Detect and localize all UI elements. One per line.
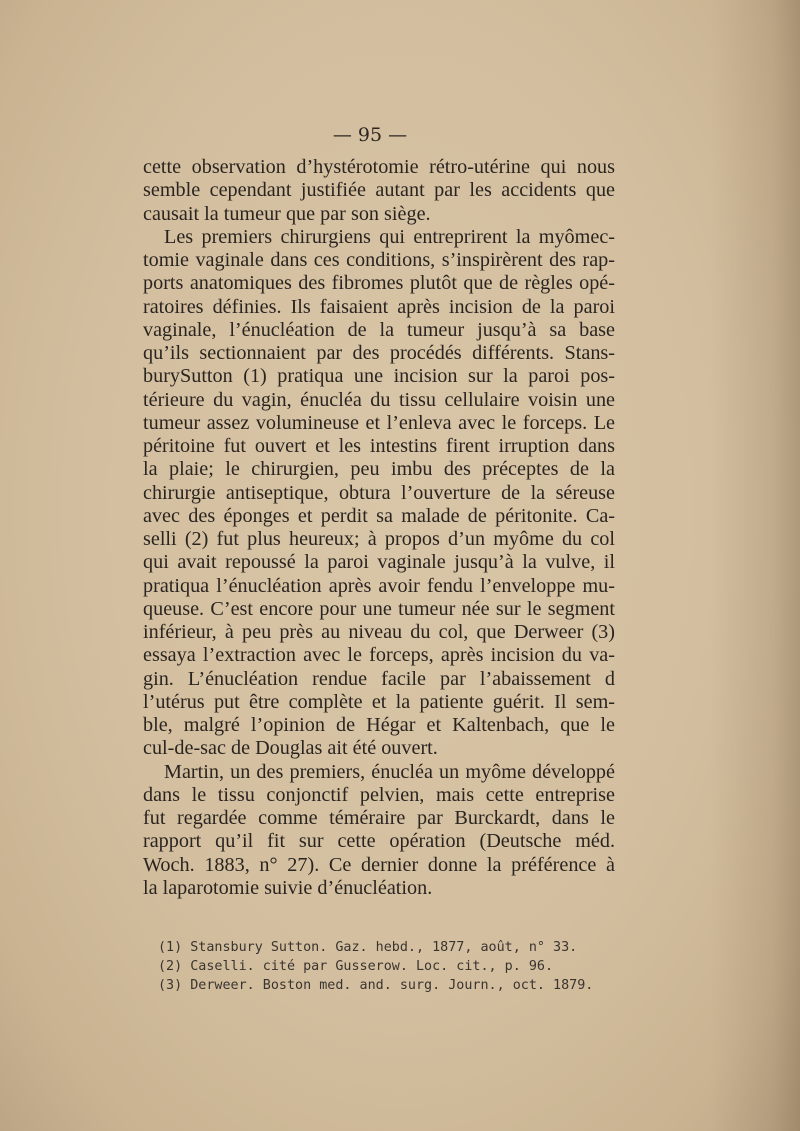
- text-line: Les premiers chirurgiens qui entreprirent la myômec-: [164, 225, 615, 248]
- text-line: tumeur assez volumineuse et l’enleva avec le forceps. Le: [143, 411, 615, 434]
- text-line: qui avait repoussé la paroi vaginale jusqu’à la vulve, il: [143, 551, 615, 574]
- text-line: dans le tissu conjonctif pelvien, mais cette entreprise: [143, 783, 615, 806]
- text-line: ble, malgré l’opinion de Hégar et Kaltenbach, que le: [143, 714, 615, 736]
- paragraph: [143, 761, 615, 901]
- text-line: fut regardée comme téméraire par Burckardt, dans le: [143, 807, 615, 829]
- footnote: (3) Derweer. Boston med. and. surg. Journ., oct. 1879.: [158, 978, 594, 993]
- text-line: ports anatomiques des fibromes plutôt que de règles opé-: [143, 272, 615, 295]
- text-line: gin. L’énucléation rendue facile par l’abaissement d: [143, 667, 615, 690]
- text-line: avec des éponges et perdit sa malade de péritonite. Ca-: [143, 504, 615, 527]
- text-line: rapport qu’il fit sur cette opération (Deutsche méd.: [143, 830, 615, 853]
- text-line: essaya l’extraction avec le forceps, après incision du va-: [143, 644, 615, 667]
- text-line: cul-de-sac de Douglas ait été ouvert.: [143, 737, 438, 760]
- text-line: selli (2) fut plus heureux; à propos d’un myôme du col: [143, 528, 615, 550]
- footnotes: [158, 938, 618, 995]
- text-line: causait la tumeur que par son siège.: [143, 202, 431, 225]
- text-line: qu’ils sectionnaient par des procédés différents. Stans-: [143, 342, 615, 364]
- body-text: [143, 156, 615, 900]
- text-line: vaginale, l’énucléation de la tumeur jusqu’à sa base: [143, 318, 615, 341]
- text-line: queuse. C’est encore pour une tumeur née sur le segment: [143, 597, 615, 620]
- text-line: Martin, un des premiers, énucléa un myôme développé: [164, 760, 615, 783]
- page-edge-shadow: [710, 0, 800, 1131]
- text-line: tomie vaginale dans ces conditions, s’inspirèrent des rap-: [143, 249, 615, 271]
- text-line: inférieur, à peu près au niveau du col, que Derweer (3): [143, 621, 615, 643]
- text-line: semble cependant justifiée autant par les accidents que: [143, 179, 615, 202]
- text-line: la laparotomie suivie d’énucléation.: [143, 876, 433, 899]
- page-number: — 95 —: [332, 124, 408, 146]
- text-line: cette observation d’hystérotomie rétro-utérine qui nous: [143, 156, 615, 178]
- text-line: térieure du vagin, énucléa du tissu cellulaire voisin une: [143, 388, 615, 411]
- text-line: la plaie; le chirurgien, peu imbu des préceptes de la: [143, 458, 615, 481]
- paragraph: [143, 156, 615, 226]
- text-line: Woch. 1883, n° 27). Ce dernier donne la préférence à: [143, 853, 615, 876]
- text-line: pratiqua l’énucléation après avoir fendu l’enveloppe mu-: [143, 574, 615, 597]
- paragraph: [143, 226, 615, 761]
- text-line: burySutton (1) pratiqua une incision sur la paroi pos-: [143, 365, 615, 388]
- footnote: (1) Stansbury Sutton. Gaz. hebd., 1877, août, n° 33.: [158, 940, 578, 955]
- footnote: (2) Caselli. cité par Gusserow. Loc. cit., p. 96.: [158, 959, 554, 974]
- text-line: ratoires définies. Ils faisaient après incision de la paroi: [143, 295, 615, 318]
- text-line: péritoine fut ouvert et les intestins firent irruption dans: [143, 435, 615, 457]
- text-line: chirurgie antiseptique, obtura l’ouverture de la séreuse: [143, 481, 615, 504]
- text-line: l’utérus put être complète et la patiente guérit. Il sem-: [143, 690, 615, 713]
